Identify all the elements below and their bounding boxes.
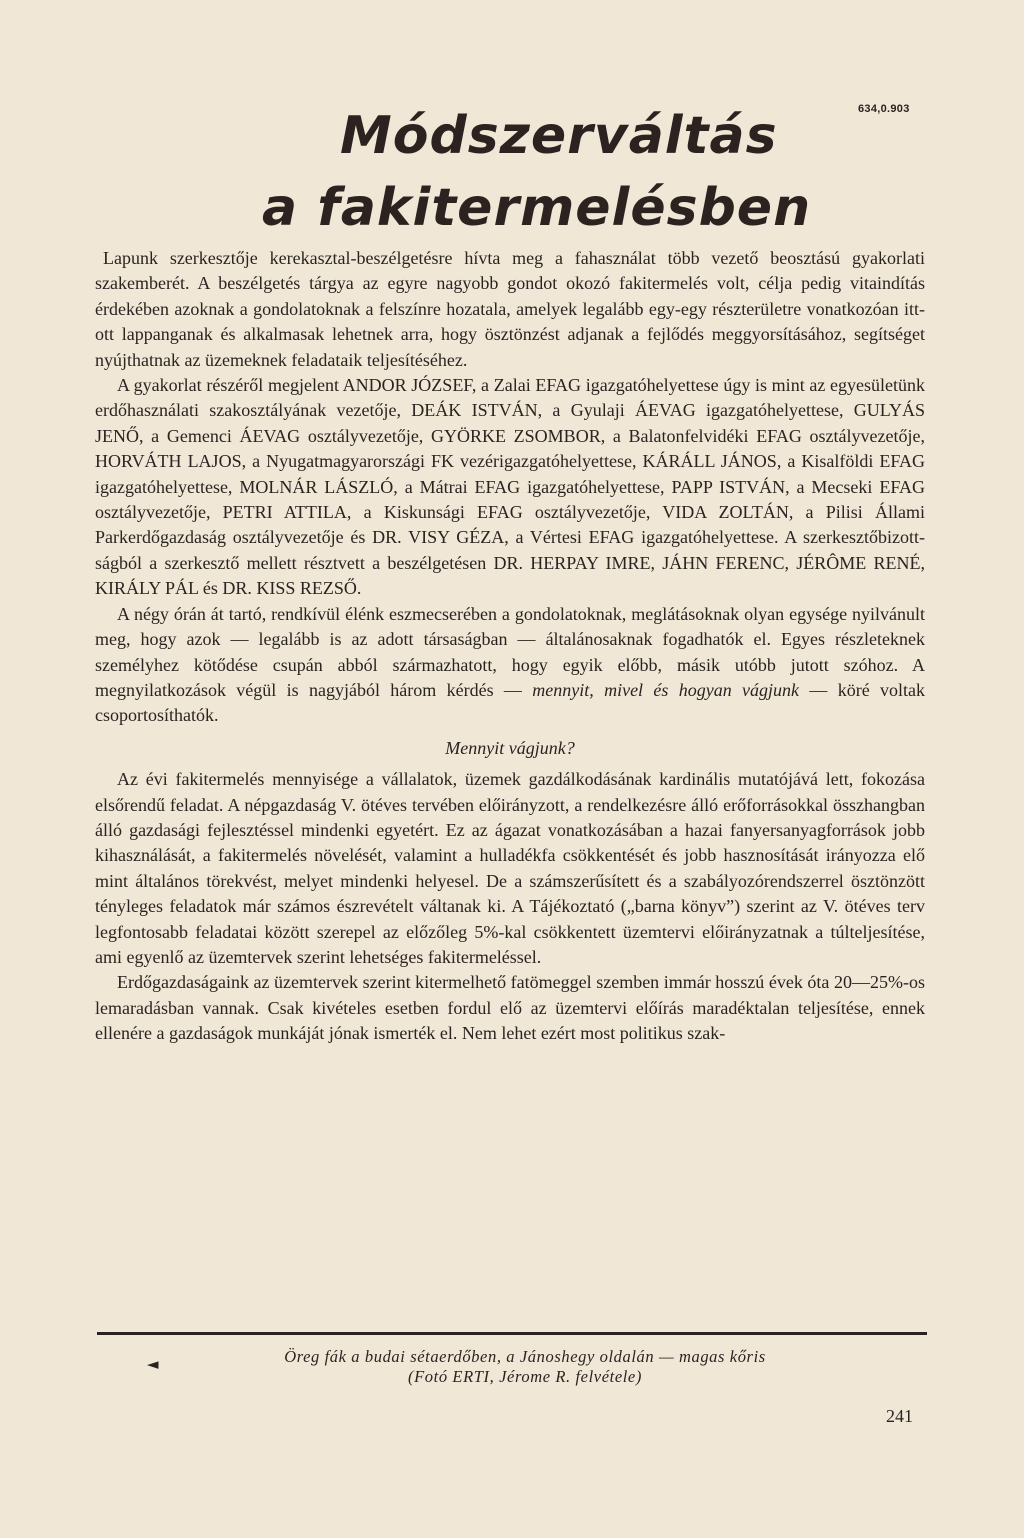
photo-caption bbox=[180, 1347, 870, 1387]
paragraph-discussion-questions: mennyit, mivel és hogyan vágjunk bbox=[532, 679, 800, 700]
title-line-1: Módszerváltás bbox=[340, 106, 778, 166]
paragraph-discussion-end: — köré voltak csoportosíthatók. bbox=[95, 679, 926, 726]
paragraph-discussion bbox=[95, 602, 925, 729]
paragraph-backlog: Erdőgazdaságaink az üzemtervek szerint kitermelhető fatömeggel szemben immár hosszú évek óta 20—25%-os lemaradásban vannak. Csak kivételes esetben fordul elő az üzemtervi előírás maradéktalan teljesítése, ennek ellenére a gazdaságok munkáját jónak ismerték el. Nem lehet ezért most politikus szak- bbox=[95, 972, 925, 1044]
paragraph-discussion-text: A négy órán át tartó, rendkívül élénk eszmecserében a gondolatoknak, meglátásoknak olyan egysége nyilvánult meg, hogy azok — legalább is az adott társaságban — általánosaknak fogadhatók el. Egyes részleteknek személyhez kötődése csupán abból származhatott, hogy egyik előbb, másik utóbb jutott szóhoz. A megnyilatkozások végül is nagyjából három kérdés — bbox=[95, 603, 925, 700]
subheading: Mennyit vágjunk? bbox=[445, 737, 575, 758]
page-number: 241 bbox=[886, 1406, 913, 1426]
photo-caption-line-1: Öreg fák a budai sétaerdőben, a Jánoshegy oldalán — magas kőris bbox=[284, 1347, 766, 1366]
paragraph-participants: A gyakorlat részéről megjelent ANDOR JÓZSEF, a Zalai EFAG igazgatóhelyettese úgy is mint az egyesületünk erdőhasználati szakosztályának vezetője, DEÁK ISTVÁN, a Gyulaji ÁEVAG igazgatóhelyettese, GULYÁS JENŐ, a Gemenci ÁEVAG osztályvezetője, GYÖRKE ZSOMBOR, a Balatonfelvidéki EFAG osztályvezetője, HORVÁTH LAJOS, a Nyugatmagyarországi FK vezérigazgatóhelyettese, KÁRÁLL JÁNOS, a Kisalföldi EFAG igazgatóhelyettese, MOLNÁR LÁSZLÓ, a Mátrai EFAG igazgatóhelyettese, PAPP ISTVÁN, a Mecseki EFAG osztályvezetője, PETRI ATTILA, a Kiskunsági EFAG osztályvezetője, VIDA ZOLTÁN, a Pilisi Állami Parkerdőgazdaság osztályvezetője és DR. VISY GÉZA, a Vértesi EFAG igazgatóhelyettese. A szerkesztőbizottságból a szerkesztő mellett résztvett a beszélgetésen DR. HERPAY IMRE, JÁHN FERENC, JÉRÔME RENÉ, KIRÁLY PÁL és DR. KISS REZSŐ. bbox=[95, 375, 925, 599]
title-line-2: a fakitermelésben bbox=[262, 178, 812, 238]
paragraph-intro: Lapunk szerkesztője kerekasztal-beszélgetésre hívta meg a fahasználat több vezető beosztású gyakorlati szakemberét. A beszélgetés tárgya az egyre nagyobb gondot okozó fakitermelés volt, célja pedig vitaindítás érdekében azoknak a gondolatoknak a felszínre hozatala, amelyek legalább egy-egy részterületre vonatkozóan itt-ott lappanganak és alkalmasak lehetnek arra, hogy ösztönzést adjanak a fejlődés meggyorsításához, segítséget nyújthatnak az üzemeknek feladataik teljesítéséhez. bbox=[95, 248, 925, 370]
caption-divider bbox=[97, 1332, 927, 1335]
classification-code: 634,0.903 bbox=[858, 103, 910, 115]
arrow-left-icon: ◄ bbox=[147, 1355, 159, 1373]
paragraph-volume: Az évi fakitermelés mennyisége a vállalatok, üzemek gazdálkodásának kardinális mutatójává lett, fokozása elsőrendű feladat. A népgazdaság V. ötéves tervében előirányzott, a rendelkezésre álló erőforrásokkal összhangban álló gazdasági fejlesztéssel mindenki egyetért. Ez az ágazat vonatkozásában a hazai fanyersanyagforrások jobb kihasználását, a fakitermelés növelését, valamint a hulladékfa csökkentését és jobb hasznosítását irányozza elő mint általános törekvést, melyet mindenki helyesel. De a számszerűsített és a szabályozórendszerrel ösztönzött tényleges feladatok már számos észrevételt váltanak ki. A Tájékoztató („barna könyv”) szerint az V. ötéves terv legfontosabb feladatai között szerepel az előzőleg 5%-kal csökkentett üzemtervi előirányzatnak a túlteljesítése, ami egyenlő az üzemtervek szerint lehetséges fakitermeléssel. bbox=[95, 769, 925, 967]
photo-caption-line-2: (Fotó ERTI, Jérome R. felvétele) bbox=[408, 1367, 642, 1386]
article-body bbox=[95, 246, 925, 1047]
